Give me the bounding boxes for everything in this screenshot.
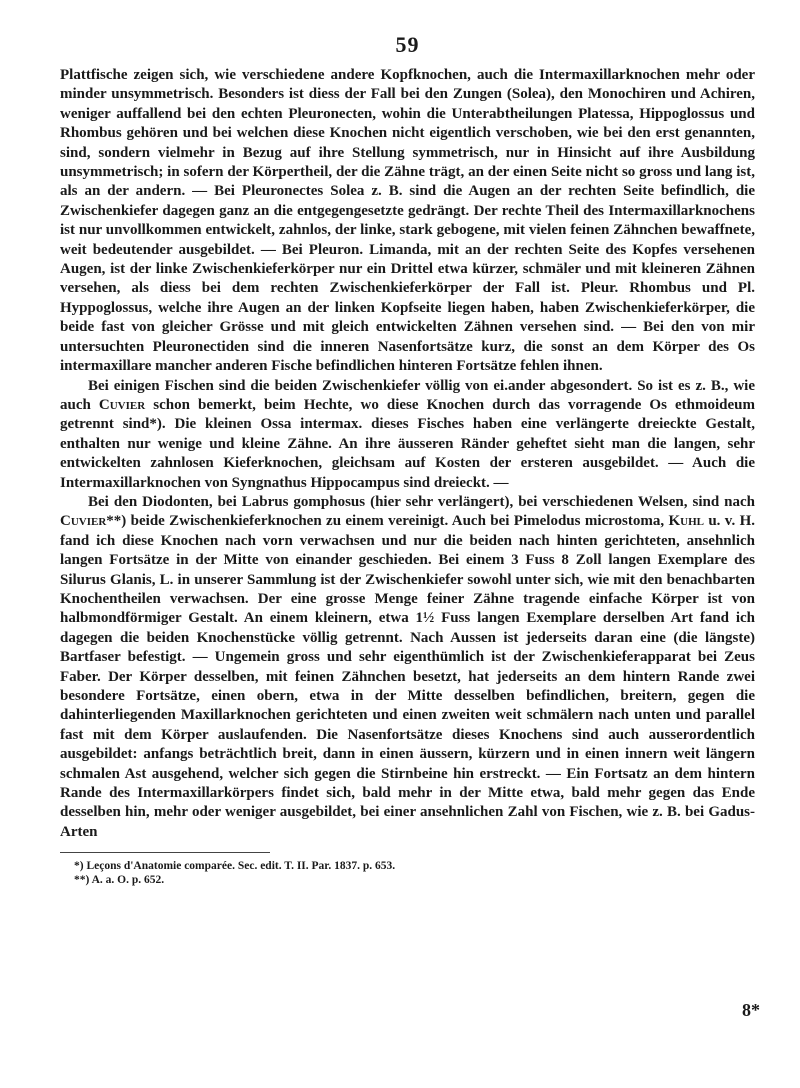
main-text bbox=[60, 66, 755, 842]
paragraph-3-start: Bei den Diodonten, bei Labrus gomphosus (hier sehr verlängert), bei verschiedenen Welsen, sind nach bbox=[88, 493, 755, 510]
paragraph-2-start: Bei einigen Fischen sind die beiden Zwischenkiefer völlig von ei.ander abgesondert. So ist es z. B., wie auch bbox=[60, 377, 755, 413]
paragraph-3-rest: u. v. H. fand ich diese Knochen nach vorn verwachsen und nur die beiden nach hinten gerichteten, ansehnlich langen Fortsätze in der Mitte von einander geschieden. Bei einem 3 Fuss 8 Zoll langen Exemplare des Silurus Glanis, L. in unserer Sammlung ist der Zwischenkiefer sowohl unter sich, wie mit den benachbarten Knochentheilen verwachsen. Der eine grosse Menge feiner Zähne tragende einfache Körper ist von halbmondförmiger Gestalt. An einem kleinern, etwa 1½ Fuss langen Exemplare derselben Art fand ich dagegen die beiden Knochenstücke völlig getrennt. Nach Aussen ist jederseits daran eine (die längste) Bartfaser befestigt. — Ungemein gross und sehr eigenthümlich ist der Zwischenkieferapparat bei Zeus Faber. Der Körper desselben, mit feinen Zähnchen besetzt, hat jederseits an dem hintern Rande zwei besondere Fortsätze, einen obern, etwa in der Mitte desselben befindlichen, breitern, gegen die dahinterliegenden Maxillarknochen gerichteten und einen zweiten weit schmälern nach unten und parallel fast mit dem Körper auslaufenden. Die Nasenfortsätze dieses Knochens sind auch ausserordentlich ausgebildet: anfangs beträchtlich breit, dann in einen äussern, kürzern und in einen innern weit längern schmalen Ast ausgehend, welcher sich gegen die Stirnbeine hin erstreckt. — Ein Fortsatz an dem hintern Rande des Intermaxillarkörpers findet sich, bald mehr in der Mitte etwa, bald mehr gegen das Ende desselben hin, mehr oder weniger ausgebildet, bei einer ansehnlichen Zahl von Fischen, wie z. B. bei Gadus-Arten bbox=[60, 513, 755, 840]
page-number: 59 bbox=[395, 32, 420, 57]
footnotes bbox=[60, 859, 755, 887]
paragraph-1: Plattfische zeigen sich, wie verschiedene andere Kopfknochen, auch die Intermaxillarknochen mehr oder minder unsymmetrisch. Besonders ist diess der Fall bei den Zungen (Solea), den Monochiren und Achiren, weniger auffallend bei den echten Pleuronecten, wohin die Unterabtheilungen Platessa, Hippoglossus und Rhombus gehören und bei welchen diese Knochen nicht eigentlich verschoben, wie bei den erst genannten, sind, sondern vielmehr in Bezug auf ihre Stellung symmetrisch, nur in Hinsicht auf ihre Ausbildung unsymmetrisch; in sofern der Körpertheil, der die Zähne trägt, an der einen Seite nicht so gross und lang ist, als an der andern. — Bei Pleuronectes Solea z. B. sind die Augen an der rechten Seite befindlich, die Zwischenkiefer dagegen ganz an die entgegengesetzte gedrängt. Der rechte Theil des Intermaxillarknochens ist nur unvollkommen entwickelt, zahnlos, der linke, stark gebogene, mit vielen feinen Zähnchen bewaffnete, weit bedeutender ausgebildet. — Bei Pleuron. Limanda, mit an der rechten Seite des Kopfes versehenen Augen, ist der linke Zwischenkieferkörper nur ein Drittel etwa kürzer, schmäler und mit kleineren Zähnen versehen, als diess bei dem rechten Zwischenkieferkörper der Fall ist. Pleur. Rhombus und Pl. Hyppoglossus, welche ihre Augen an der linken Kopfseite liegen haben, haben Zwischenkieferkörper, die beide fast von gleicher Grösse und mit gleich entwickelten Zähnen versehen sind. — Bei den von mir untersuchten Pleuronectiden sind die inneren Nasenfortsätze kurz, die sonst an dem Körper des Os intermaxillare mancher anderen Fische befindlichen hinteren Fortsätze fehlen ihnen. bbox=[60, 67, 755, 375]
author-cuvier: Cuvier bbox=[98, 396, 146, 413]
paragraph-3-mid: **) beide Zwischenkieferknochen zu einem vereinigt. Auch bei Pimelodus microstoma, bbox=[106, 513, 669, 530]
author-cuvier: Cuvier bbox=[60, 513, 107, 530]
footnote-1: *) Leçons d'Anatomie comparée. Sec. edit. T. II. Par. 1837. p. 653. bbox=[74, 860, 396, 873]
signature-mark: 8* bbox=[742, 1000, 760, 1020]
book-page bbox=[60, 30, 755, 1070]
footnote-2: **) A. a. O. p. 652. bbox=[74, 874, 165, 887]
author-kuhl: Kuhl bbox=[668, 513, 704, 530]
paragraph-3 bbox=[60, 493, 755, 842]
paragraph-2-rest: schon bemerkt, beim Hechte, wo diese Knochen durch das vorragende Os ethmoideum getrennt sind*). Die kleinen Ossa intermax. dieses Fisches haben eine verlängerte dreieckte Gestalt, enthalten nur wenige und kleine Zähne. An ihre äusseren Ränder geheftet sieht man die langen, sehr entwickelten zahnlosen Kieferknochen, gleichsam auf Kosten der ersteren ausgebildet. — Auch die Intermaxillarknochen von Syngnathus Hippocampus sind dreieckt. — bbox=[60, 396, 755, 491]
footnote-divider bbox=[60, 852, 270, 853]
paragraph-2 bbox=[60, 377, 755, 493]
